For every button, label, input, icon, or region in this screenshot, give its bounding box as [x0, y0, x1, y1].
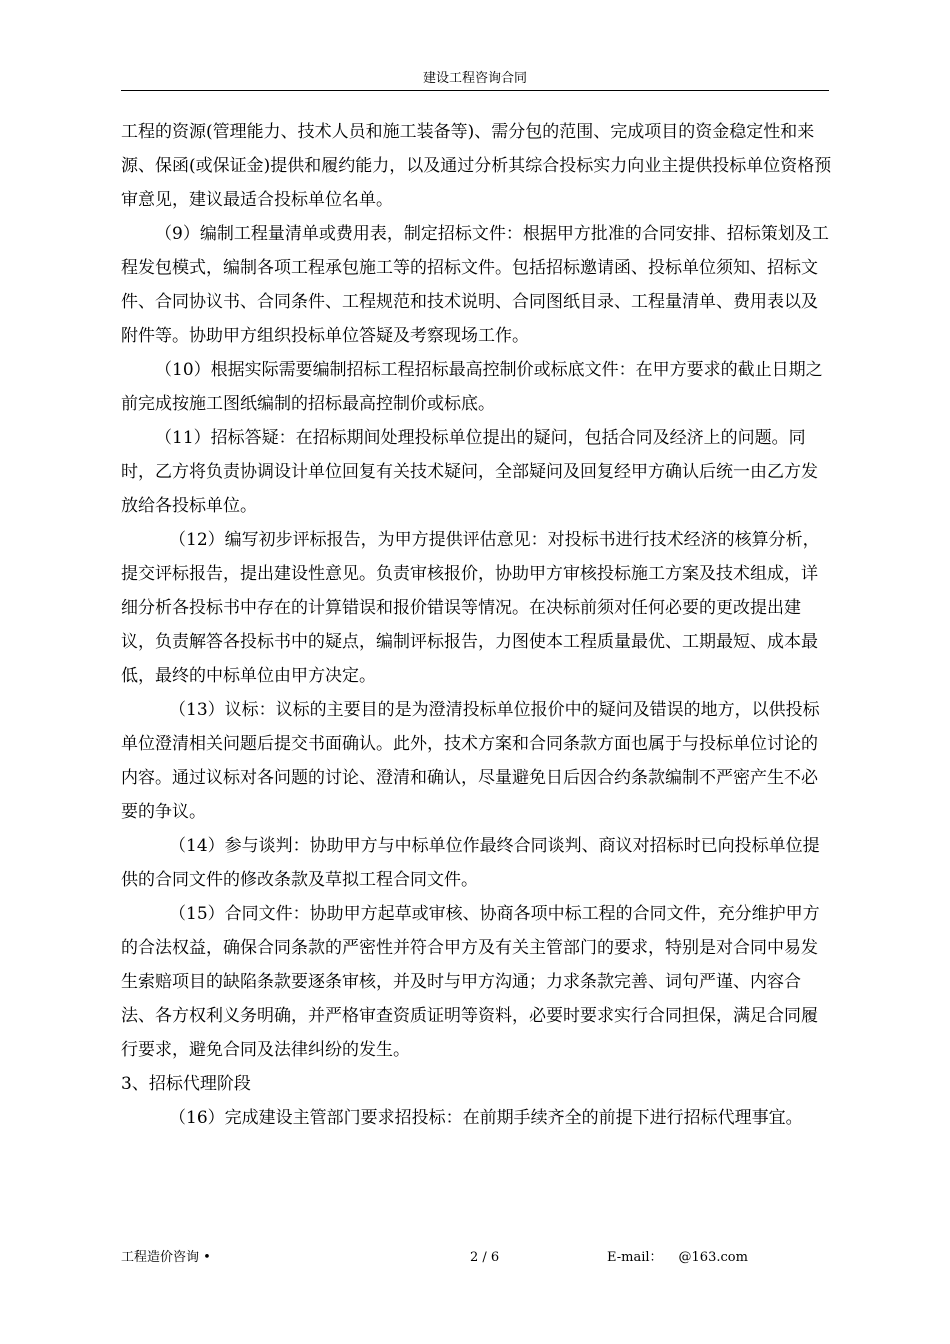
email-value: @163.com	[678, 1250, 748, 1265]
header-title: 建设工程咨询合同	[422, 71, 527, 86]
document-body	[121, 115, 833, 1135]
paragraph-item-16: （16）完成建设主管部门要求招投标：在前期手续齐全的前提下进行招标代理事宜。	[169, 1108, 803, 1128]
paragraph-item-10: （10）根据实际需要编制招标工程招标最高控制价或标底文件：在甲方要求的截止日期之前完成按施工图纸编制的招标最高控制价或标底。	[121, 360, 823, 414]
paragraph-item-9: （9）编制工程量清单或费用表，制定招标文件：根据甲方批准的合同安排、招标策划及工程发包模式，编制各项工程承包施工等的招标文件。包括招标邀请函、投标单位须知、招标文件、合同协议书、合同条件、工程规范和技术说明、合同图纸目录、工程量清单、费用表以及附件等。协助甲方组织投标单位答疑及考察现场工作。	[121, 224, 829, 346]
paragraph-item-12: （12）编写初步评标报告，为甲方提供评估意见：对投标书进行技术经济的核算分析，提交评标报告，提出建设性意见。负责审核报价，协助甲方审核投标施工方案及技术组成，详细分析各投标书中存在的计算错误和报价错误等情况。在决标前须对任何必要的更改提出建议，负责解答各投标书中的疑点，编制评标报告，力图使本工程质量最优、工期最短、成本最低，最终的中标单位由甲方决定。	[121, 530, 820, 686]
paragraph-continuation: 工程的资源(管理能力、技术人员和施工装备等)、需分包的范围、完成项目的资金稳定性和来源、保函(或保证金)提供和履约能力，以及通过分析其综合投标实力向业主提供投标单位资格预审意见，建议最适合投标单位名单。	[121, 122, 832, 210]
paragraph-item-15: （15）合同文件：协助甲方起草或审核、协商各项中标工程的合同文件，充分维护甲方的合法权益，确保合同条款的严密性并符合甲方及有关主管部门的要求，特别是对合同中易发生索赔项目的缺陷条款要逐条审核，并及时与甲方沟通；力求条款完善、词句严谨、内容合法、各方权利义务明确，并严格审查资质证明等资料，必要时要求实行合同担保，满足合同履行要求，避免合同及法律纠纷的发生。	[121, 904, 820, 1060]
email-label: E-mail：	[607, 1250, 663, 1265]
paragraph-item-13: （13）议标：议标的主要目的是为澄清投标单位报价中的疑问及错误的地方，以供投标单位澄清相关问题后提交书面确认。此外，技术方案和合同条款方面也属于与投标单位讨论的内容。通过议标对各问题的讨论、澄清和确认，尽量避免日后因合约条款编制不严密产生不必要的争议。	[121, 700, 820, 822]
paragraph-item-11: （11）招标答疑：在招标期间处理投标单位提出的疑问，包括合同及经济上的问题。同时，乙方将负责协调设计单位回复有关技术疑问，全部疑问及回复经甲方确认后统一由乙方发放给各投标单位。	[121, 428, 818, 516]
page-number: 2 / 6	[470, 1250, 500, 1265]
footer-left-text: 工程造价咨询 •	[121, 1250, 211, 1265]
page-header	[121, 68, 829, 91]
paragraph-item-14: （14）参与谈判：协助甲方与中标单位作最终合同谈判、商议对招标时已向投标单位提供的合同文件的修改条款及草拟工程合同文件。	[121, 836, 820, 890]
footer-email	[607, 1249, 748, 1267]
section-heading: 3、招标代理阶段	[121, 1074, 251, 1094]
